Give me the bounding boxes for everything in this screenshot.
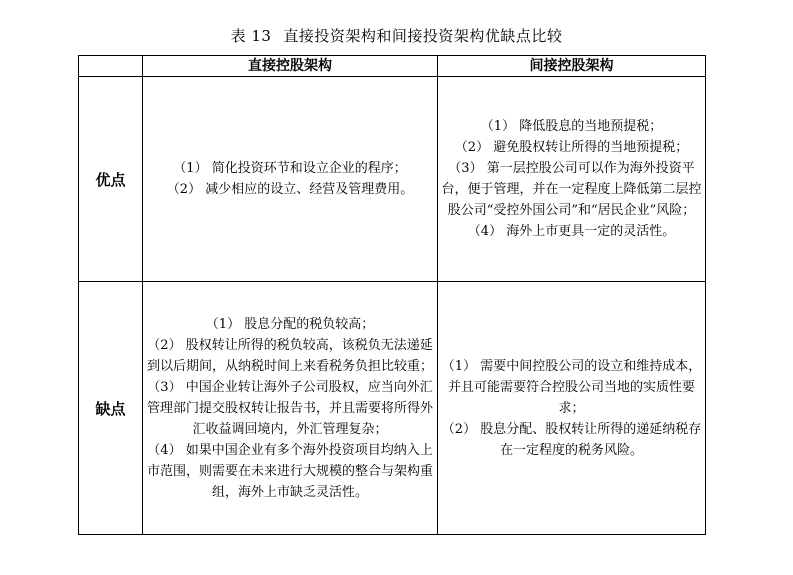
header-corner-cell <box>79 56 143 77</box>
header-direct-structure: 直接控股架构 <box>143 56 438 77</box>
table-number: 表 13 <box>230 27 272 45</box>
indirect-disadvantages-cell <box>438 282 706 535</box>
list-item: （1） 需要中间控股公司的设立和维持成本，并且可能需要符合控股公司当地的实质性要求； <box>441 358 702 416</box>
list-item: （2） 减少相应的设立、经营及管理费用。 <box>166 182 414 197</box>
table-caption <box>0 26 793 46</box>
disadvantages-label: 缺点 <box>79 282 143 535</box>
list-item: （1） 降低股息的当地预提税； <box>480 119 663 134</box>
disadvantages-row <box>79 282 706 535</box>
indirect-advantages-cell <box>438 77 706 282</box>
header-indirect-structure: 间接控股架构 <box>438 56 706 77</box>
list-item: （1） 简化投资环节和设立企业的程序； <box>173 161 407 176</box>
direct-disadvantages-cell <box>143 282 438 535</box>
direct-advantages-cell <box>143 77 438 282</box>
list-item: （3） 第一层控股公司可以作为海外投资平台，便于管理，并在一定程度上降低第二层控股公司“受控外国公司”和“居民企业”风险； <box>441 161 702 218</box>
list-item: （2） 股息分配、股权转让所得的递延纳税存在一定程度的税务风险。 <box>441 421 702 458</box>
header-row <box>79 56 706 77</box>
advantages-row <box>79 77 706 282</box>
list-item: （1） 股息分配的税负较高； <box>205 316 375 332</box>
list-item: （2） 避免股权转让所得的当地预提税； <box>454 140 689 155</box>
table-title: 直接投资架构和间接投资架构优缺点比较 <box>283 27 563 45</box>
list-item: （3） 中国企业转让海外子公司股权，应当向外汇管理部门提交股权转让报告书，并且需要将所得外汇收益调回境内，外汇管理复杂； <box>146 379 433 437</box>
list-item: （2） 股权转让所得的税负较高，该税负无法递延到以后期间，从纳税时间上来看税务负担比较重； <box>146 337 433 374</box>
list-item: （4） 海外上市更具一定的灵活性。 <box>467 224 676 239</box>
list-item: （4） 如果中国企业有多个海外投资项目均纳入上市范围，则需要在未来进行大规模的整合与架构重组，海外上市缺乏灵活性。 <box>146 442 433 500</box>
comparison-table <box>78 55 706 535</box>
advantages-label: 优点 <box>79 77 143 282</box>
